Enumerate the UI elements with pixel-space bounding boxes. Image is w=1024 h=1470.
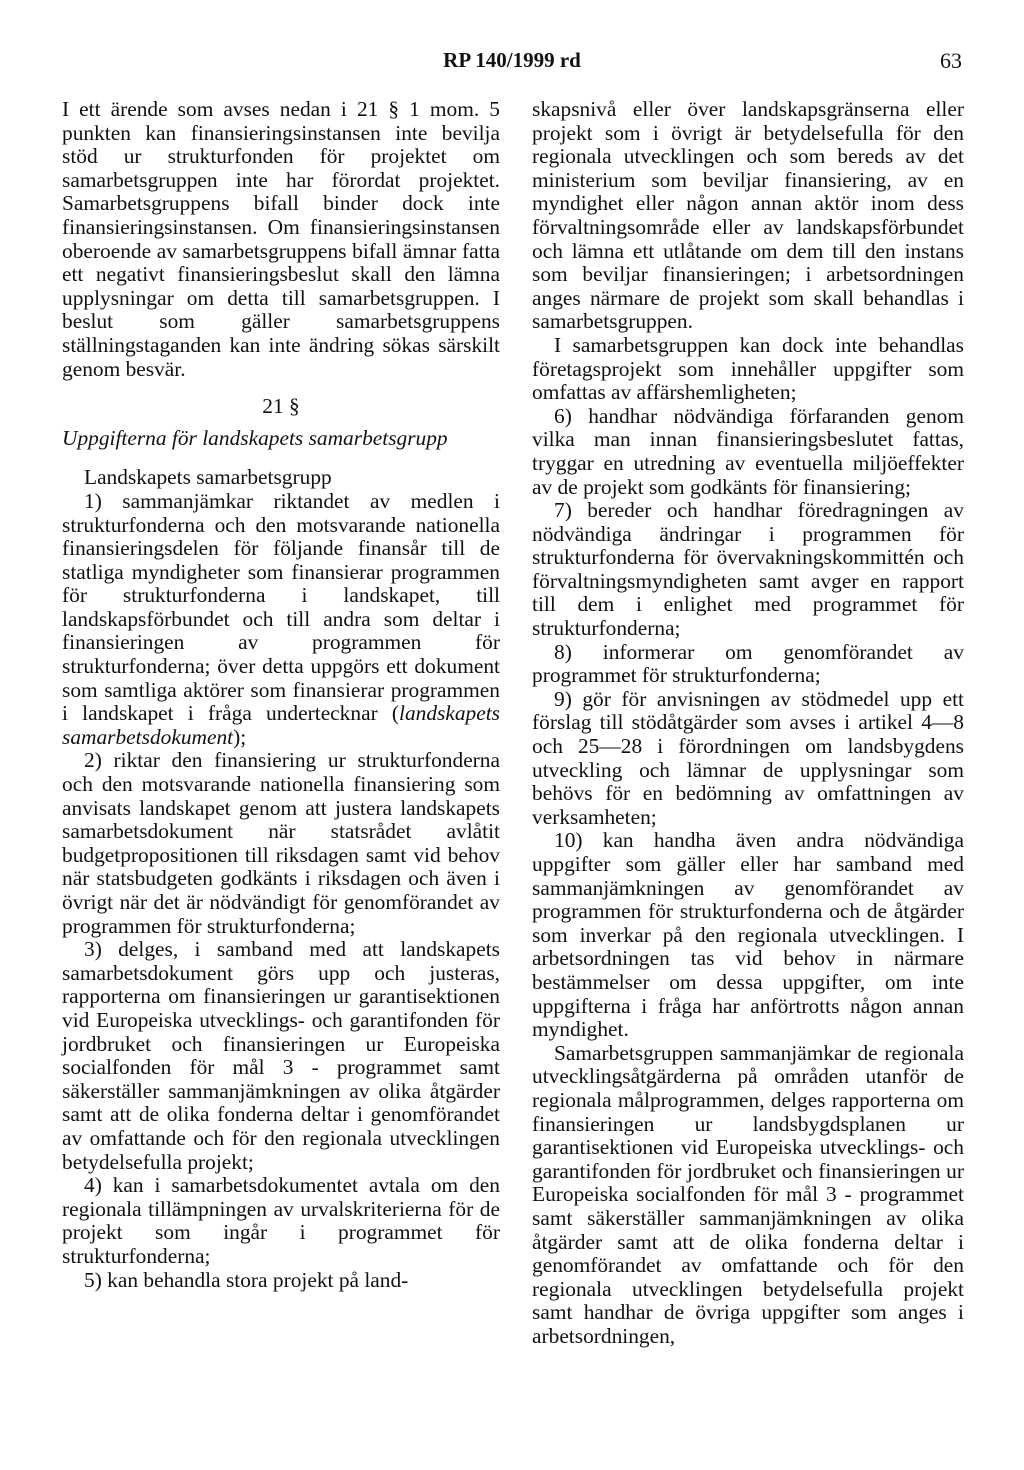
page-header: [0, 48, 1024, 82]
list-item-1: [62, 490, 500, 750]
list-item-4: 4) kan i samarbetsdokumentet avtala om den regionala tillämpningen av urvalskriterierna för de projekt som ingår i programmet för strukturfonderna;: [62, 1173, 500, 1268]
section-mark: 21 §: [262, 394, 300, 419]
section-heading: Uppgifterna för landskapets samarbetsgrupp: [62, 425, 448, 450]
list-item-10: 10) kan handha även andra nödvändiga uppgifter som gäller eller har samband med sammanjämkningen av genomförandet av programmen för strukturfonderna och de åtgärder som inverkar på den regionala utvecklingen. I arbetsordningen tas vid behov in närmare bestämmelser om dessa uppgifter, om inte uppgifterna i fråga har anförtrotts någon annan myndighet.: [532, 828, 964, 1042]
list-item-1-end: );: [233, 724, 247, 749]
list-item-8: 8) informerar om genomförandet av programmet för strukturfonderna;: [532, 639, 964, 688]
left-column: [62, 98, 500, 1292]
closing-paragraph: Samarbetsgruppen sammanjämkar de regionala utvecklingsåtgärderna på områden utanför de regionala målprogrammen, delges rapporterna om finansieringen ur landsbygdsplanen ur garantisektionen vid Europeiska utvecklings- och garantifonden för jordbruket och finansieringen ur Europeiska socialfonden för mål 3 - programmet samt säkerställer sammanjämkningen av olika åtgärder samt att de olika fonderna deltar i genomförandet av omfattande och för den regionala utvecklingen betydelsefulla projekt samt handhar de övriga uppgifter som anges i arbetsordningen,: [532, 1040, 964, 1348]
document-title: RP 140/1999 rd: [443, 48, 581, 72]
list-item-7: 7) bereder och handhar föredragningen av nödvändiga ändringar i programmen för strukturfonderna för övervakningskommittén och förvaltningsmyndigheten samt avger en rapport till dem i enlighet med programmet för strukturfonderna;: [532, 498, 964, 641]
list-item-5-continued: skapsnivå eller över landskapsgränserna eller projekt som i övrigt är betydelsefulla för den regionala utvecklingen och som bereds av det ministerium som beviljar finansiering, av en myndighet eller någon annan aktör inom dess förvaltningsområde eller av landskapsförbundet och lämna ett utlåtande om dem till den instans som beviljar finansieringen; i arbetsordningen anges närmare de projekt som skall behandlas i samarbetsgruppen.: [532, 97, 964, 334]
list-item-5-start: 5) kan behandla stora projekt på land-: [84, 1267, 409, 1292]
list-item-6: 6) handhar nödvändiga förfaranden genom vilka man innan finansieringsbeslutet fattas, tryggar en utredning av eventuella miljöeffekter av de projekt som godkänts för finansiering;: [532, 403, 964, 499]
list-item-1-text: 1) sammanjämkar riktandet av medlen i strukturfonderna och den motsvarande nationella finansieringsdelen för följande finansår till de statliga myndigheter som finansierar programmen för strukturfonderna i landskapet, till landskapsförbundet och till andra som deltar i finansieringen av programmen för strukturfonderna; över detta uppgörs ett dokument som samtliga aktörer som finansierar programmen i landskapet i fråga undertecknar (: [62, 488, 500, 726]
right-column: [532, 98, 964, 1348]
list-item-9: 9) gör för anvisningen av stödmedel upp ett förslag till stödåtgärder som avses i artikel 4—8 och 25—28 i förordningen om landsbygdens utveckling och lämnar de upplysningar som behövs för en bedömning av omfattningen av verksamheten;: [532, 686, 964, 829]
list-item-1-term: landskapets samarbetsdokument: [62, 701, 500, 749]
intro-paragraph: I ett ärende som avses nedan i 21 § 1 mom. 5 punkten kan finansieringsinstansen inte bevilja stöd ur strukturfonden för projektet om samarbetsgruppen inte har förordat projektet. Samarbetsgruppens bifall binder dock inte finansieringsinstansen. Om finansieringsinstansen oberoende av samarbetsgruppens bifall ämnar fatta ett negativt finansieringsbeslut skall den lämna upplysningar om detta till samarbetsgruppen. I beslut som gäller samarbetsgruppens ställningstaganden kan inte ändring sökas särskilt genom besvär.: [62, 97, 500, 381]
list-item-2: 2) riktar den finansiering ur strukturfonderna och den motsvarande nationella finansiering som anvisats landskapet genom att justera landskapets samarbetsdokument när statsrådet avlåtit budgetpropositionen till riksdagen samt vid behov när statsbudgeten godkänts i riksdagen och även i övrigt när det är nödvändigt för genomförandet av programmen för strukturfonderna;: [62, 748, 500, 938]
list-item-3: 3) delges, i samband med att landskapets samarbetsdokument görs upp och justeras, rapporterna om finansieringen ur garantisektionen vid Europeiska utvecklings- och garantifonden för jordbruket och finansieringen ur Europeiska socialfonden för mål 3 - programmet samt säkerställer sammanjämkningen av olika åtgärder samt att de olika fonderna deltar i genomförandet av omfattande och för den regionala utvecklingen betydelsefulla projekt;: [62, 937, 500, 1174]
page-number: 63: [940, 48, 962, 73]
section-lead: Landskapets samarbetsgrupp: [84, 465, 332, 490]
list-item-5-paragraph-2: I samarbetsgruppen kan dock inte behandlas företagsprojekt som innehåller uppgifter som omfattas av affärshemligheten;: [532, 332, 964, 405]
